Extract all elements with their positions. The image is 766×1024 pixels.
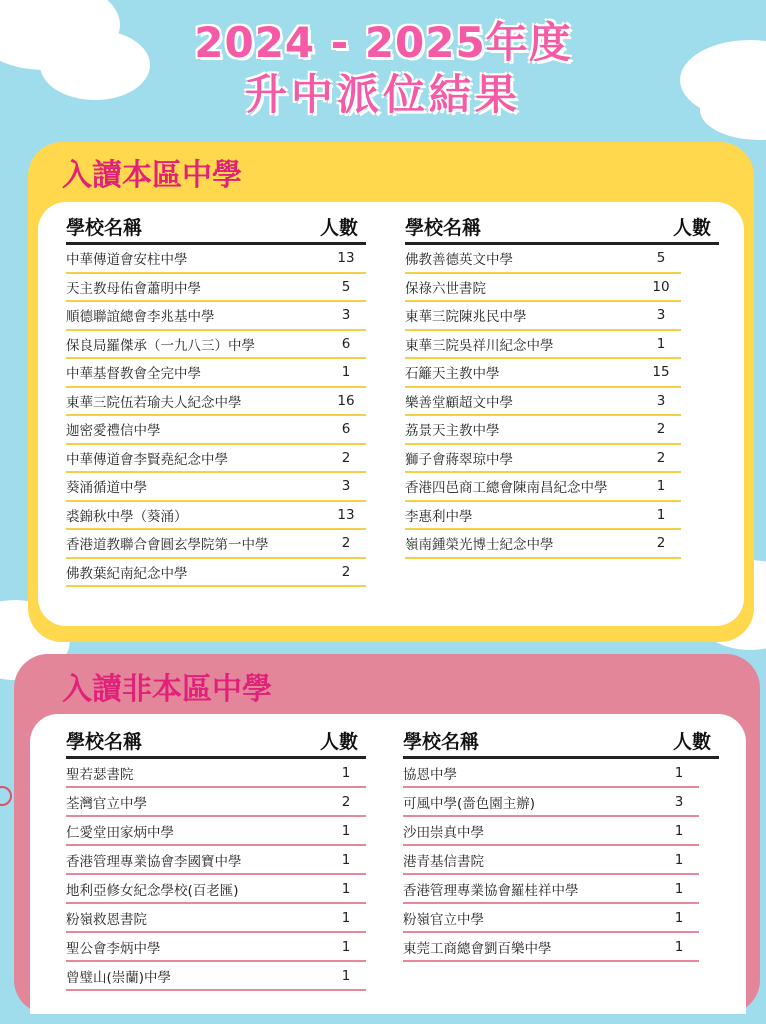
- column-school-name: 學校名稱: [66, 217, 143, 239]
- table-row: [66, 502, 366, 531]
- table-row: [405, 359, 681, 388]
- local-table-left: [66, 206, 366, 587]
- student-count: 3: [656, 392, 666, 409]
- table-row: [66, 962, 366, 991]
- table-header: [66, 720, 366, 759]
- student-count: 16: [337, 392, 355, 409]
- column-count: 人數: [319, 731, 358, 753]
- local-section-heading: 入讀本區中學: [62, 158, 242, 193]
- table-row: [66, 817, 366, 846]
- school-name: 粉嶺救恩書院: [66, 911, 147, 928]
- school-name: 香港管理專業協會羅桂祥中學: [403, 882, 579, 899]
- student-count: 1: [341, 880, 351, 897]
- table-row: [66, 846, 366, 875]
- table-row: [405, 245, 681, 274]
- column-count: 人數: [672, 731, 711, 753]
- student-count: 1: [674, 822, 684, 839]
- student-count: 2: [656, 535, 666, 552]
- school-name: 東莞工商總會劉百樂中學: [403, 940, 552, 957]
- heart-decoration-icon: [0, 786, 12, 806]
- student-count: 13: [337, 506, 355, 523]
- school-name: 東華三院陳兆民中學: [405, 309, 527, 326]
- school-name: 沙田崇真中學: [403, 824, 484, 841]
- student-count: 1: [656, 506, 666, 523]
- school-name: 石籬天主教中學: [405, 366, 500, 383]
- student-count: 1: [674, 909, 684, 926]
- school-name: 中華基督教會全完中學: [66, 366, 201, 383]
- student-count: 2: [341, 535, 351, 552]
- table-row: [66, 445, 366, 474]
- table-row: [405, 388, 681, 417]
- table-row: [66, 759, 366, 788]
- school-name: 佛教葉紀南紀念中學: [66, 565, 188, 582]
- school-name: 香港四邑商工總會陳南昌紀念中學: [405, 480, 608, 497]
- student-count: 2: [341, 793, 351, 810]
- table-row: [66, 416, 366, 445]
- school-name: 可風中學(嗇色園主辦): [403, 795, 536, 812]
- school-name: 仁愛堂田家炳中學: [66, 824, 174, 841]
- column-count: 人數: [672, 217, 711, 239]
- student-count: 1: [674, 851, 684, 868]
- school-name: 保良局羅傑承（一九八三）中學: [66, 337, 255, 354]
- student-count: 10: [652, 278, 670, 295]
- local-table-right: [405, 206, 719, 559]
- table-row: [66, 530, 366, 559]
- student-count: 2: [656, 421, 666, 438]
- table-row: [66, 245, 366, 274]
- school-name: 中華傳道會安柱中學: [66, 252, 188, 269]
- table-header: [405, 206, 719, 245]
- school-name: 香港道教聯合會圓玄學院第一中學: [66, 537, 269, 554]
- student-count: 3: [656, 307, 666, 324]
- school-name: 獅子會蔣翠琼中學: [405, 451, 513, 468]
- column-count: 人數: [319, 217, 358, 239]
- student-count: 15: [652, 364, 670, 381]
- student-count: 5: [341, 278, 351, 295]
- table-row: [405, 302, 681, 331]
- table-row: [66, 302, 366, 331]
- nonlocal-table-left: [66, 720, 366, 991]
- student-count: 1: [341, 967, 351, 984]
- table-row: [66, 331, 366, 360]
- school-name: 葵涌循道中學: [66, 480, 147, 497]
- table-row: [403, 904, 699, 933]
- student-count: 5: [656, 250, 666, 267]
- student-count: 1: [656, 478, 666, 495]
- table-row: [403, 759, 699, 788]
- table-row: [405, 530, 681, 559]
- student-count: 1: [674, 880, 684, 897]
- student-count: 13: [337, 250, 355, 267]
- student-count: 1: [341, 764, 351, 781]
- school-name: 保祿六世書院: [405, 280, 486, 297]
- student-count: 3: [341, 307, 351, 324]
- student-count: 1: [656, 335, 666, 352]
- school-name: 東華三院伍若瑜夫人紀念中學: [66, 394, 242, 411]
- school-name: 粉嶺官立中學: [403, 911, 484, 928]
- student-count: 3: [341, 478, 351, 495]
- school-name: 嶺南鍾榮光博士紀念中學: [405, 537, 554, 554]
- table-row: [403, 933, 699, 962]
- school-name: 佛教善德英文中學: [405, 252, 513, 269]
- table-row: [403, 875, 699, 904]
- table-row: [403, 817, 699, 846]
- school-name: 聖若瑟書院: [66, 766, 134, 783]
- page-title-year: 2024 - 2025年度: [194, 18, 572, 67]
- school-name: 樂善堂顧超文中學: [405, 394, 513, 411]
- table-row: [405, 502, 681, 531]
- student-count: 6: [341, 335, 351, 352]
- table-row: [66, 788, 366, 817]
- table-row: [66, 904, 366, 933]
- table-row: [66, 359, 366, 388]
- table-row: [66, 875, 366, 904]
- nonlocal-section-heading: 入讀非本區中學: [62, 672, 272, 707]
- school-name: 迦密愛禮信中學: [66, 423, 161, 440]
- column-school-name: 學校名稱: [66, 731, 143, 753]
- student-count: 1: [341, 938, 351, 955]
- table-header: [403, 720, 719, 759]
- table-row: [405, 445, 681, 474]
- school-name: 聖公會李炳中學: [66, 940, 161, 957]
- nonlocal-table-right: [403, 720, 719, 962]
- table-row: [405, 473, 681, 502]
- student-count: 6: [341, 421, 351, 438]
- student-count: 3: [674, 793, 684, 810]
- column-school-name: 學校名稱: [403, 731, 480, 753]
- table-row: [405, 416, 681, 445]
- school-name: 李惠利中學: [405, 508, 473, 525]
- school-name: 順德聯誼總會李兆基中學: [66, 309, 215, 326]
- school-name: 港青基信書院: [403, 853, 484, 870]
- school-name: 協恩中學: [403, 766, 457, 783]
- table-row: [66, 274, 366, 303]
- school-name: 中華傳道會李賢堯紀念中學: [66, 451, 228, 468]
- school-name: 荔景天主教中學: [405, 423, 500, 440]
- school-name: 裘錦秋中學（葵涌）: [66, 508, 188, 525]
- school-name: 東華三院吳祥川紀念中學: [405, 337, 554, 354]
- school-name: 天主教母佑會蕭明中學: [66, 280, 201, 297]
- student-count: 1: [341, 364, 351, 381]
- student-count: 1: [341, 909, 351, 926]
- table-row: [66, 559, 366, 588]
- student-count: 2: [341, 449, 351, 466]
- table-row: [66, 473, 366, 502]
- table-row: [405, 274, 681, 303]
- table-row: [403, 846, 699, 875]
- student-count: 2: [656, 449, 666, 466]
- student-count: 2: [341, 563, 351, 580]
- page-title: 升中派位結果: [244, 70, 521, 119]
- school-name: 荃灣官立中學: [66, 795, 147, 812]
- student-count: 1: [674, 938, 684, 955]
- column-school-name: 學校名稱: [405, 217, 482, 239]
- table-row: [66, 388, 366, 417]
- table-header: [66, 206, 366, 245]
- school-name: 香港管理專業協會李國寶中學: [66, 853, 242, 870]
- table-row: [66, 933, 366, 962]
- school-name: 地利亞修女紀念學校(百老匯): [66, 882, 239, 899]
- table-row: [403, 788, 699, 817]
- school-name: 曾璧山(崇蘭)中學: [66, 969, 172, 986]
- table-row: [405, 331, 681, 360]
- student-count: 1: [341, 851, 351, 868]
- student-count: 1: [341, 822, 351, 839]
- student-count: 1: [674, 764, 684, 781]
